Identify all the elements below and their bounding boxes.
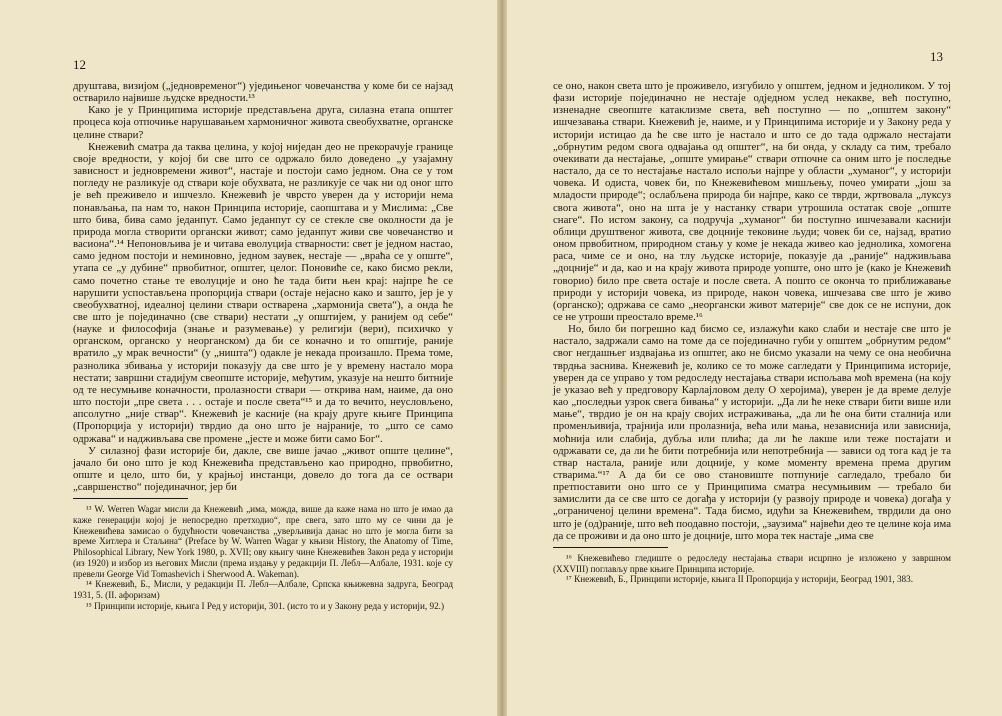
page-body	[553, 80, 951, 585]
right-page	[507, 0, 1002, 716]
paragraph: Кнежевић сматра да таква целина, у којој ниједан део не прекорачује границе своје вредности, у којој би све што се одржало било доведено „у узајамну зависност и једновремени живот“, настаје и постоји само једном. Она се у том погледу не разликује од ствари које обухвата, не разликује се чак ни од оног што је већ преживело и ишчезло. Кнежевић је чврсто уверен да у историји нема понављања, па нам то, након Принципа историје, саопштава и у Мислима: „Све што бива, бива само једанпут. Само једанпут су се стекле све околности да је природа могла створити органски живот; само једанпут живи све човечанство и васиона“.¹⁴ Непоновљива је и читава еволуција стварности: свет је једном настао, само једном постоји и неминовно, једном заувек, нестаје — „враћа се у опште“, утапа се „у дубине“ првобитног, општег, целог. Поновиће се, како бисмо рекли, само почетно стање те еволуције и оно ће тада бити њен крај: најпре ће се нарушити успостављена пропорција ствари (остаје нејасно како и зашто, јер је у свеобухватној, идеалној целини ствари остварена „хармонија света“), а онда ће све што је појединачно (све ствари) нестати „у општијем, у ранијем од себе“ (науке и философија (знање и разумевање) у религији (вери), психичко у органском, органско у неорганском) да би се коначно и то општије, раније вратило „у мрак вечности“ (у „ништа“) одакле је некада произашло. Према томе, разноликa збивања у историји показују да све што је у времену настало мора нестати; завршни стадијум свеопште историје, међутим, указује на нешто битније од те несумњиве коначности, пролазности ствари — открива нам, наиме, да оно што постоји „пре света . . . остаје и после света“¹⁵ и да то вечито, неусловљено, апсолутно „није ствар“. Кнежевић је касније (на крају друге књиге Принципа (Пропорција у историји) тврдио да оно што је најраније, то „што се само одржава“ и надживљава све промене „јесте и може бити само Бог“.	[73, 140, 453, 445]
left-page	[0, 0, 497, 716]
footnote: ¹³ W. Werren Wagar мисли да Кнежевић „има, можда, више да каже нама но што је имао да каже генерацији којој је непосредно претходио“, пре свега, зато што му се чини да је Кнежевићева замисао о будућности човечанства „уверљивија данас но што је могла бити за време Хитлера и Стаљина“ (Preface by W. Warren Wagar у књизи History, the Anatomy of Time, Philosophical Library, New York 1980, p. XVII; ову књигу чине Кнежевићев Закон реда у историји (из 1920) и избор из његових Мисли (према издању у редакцији П. Лебл—Албале, 1931. које су превели George Vid Tomashevich i Sherwood A. Wakeman).	[73, 504, 453, 579]
page-number: 13	[930, 49, 943, 64]
footnotes	[553, 553, 951, 585]
footnote-rule	[73, 498, 188, 499]
page-body	[73, 80, 453, 611]
footnote-rule	[553, 547, 668, 548]
paragraph: Како је у Принципима историје представљена друга, силазна етапа општег процеса која отпочиње нарушавањем хармоничног живота свеобухватне, органске целине ствари?	[73, 104, 453, 141]
footnote: ¹⁶ Кнежевићево гледиште о редоследу нестајања ствари исцрпно је изложено у завршном (XXVIII) поглављу прве књиге Принципа историје.	[553, 552, 951, 574]
paragraph: У силазној фази историје би, дакле, све више јачао „живот опште целине“, јачало би оно што је код Кнежевића представљено као природно, првобитно, опште и цело, што би, у крајњој инстанци, довело до тога да се оствари „савршенство“ појединачног, јер би	[73, 444, 453, 494]
footnotes	[73, 504, 453, 611]
paragraph: Но, било би погрешно кад бисмо се, излажући како слаби и нестаје све што је настало, задржали само на томе да се појединачно губи у општем „обрнутим редом“ свог негдашњег издвајања из општег, ако не бисмо указали на чему се она необична тврдња заснива. Кнежевић је, колико се то може сагледати у Принципима историје, уверен да се управо у том редоследу нестајања ствари испољава моћ времена (на коју је указао већ у предговору Карлајловом делу О херојима), уверен је да време делује као „последњи узрок свега бивања“ у историји. „Да ли ће неке ствари бити више или мање“, тврдио је он на крају својих истраживања, „да ли ће она бити сталнија или променљивија, трајнија или пролазнија, већа или мања, независнија или зависнија, моћнија или слабија, дубља или плића; да ли ће лакше или теже постајати и одржавати се, да ли ће бити потребнија или непотребнија — зависи од тога кад је та ствар настала, раније или доцније, у коме моменту времена према другим стварима.“¹⁷ А да би се ово становиште потпуније сагледало, требало би претпоставити оно што се у Принципима сматра несумњивим — требало би замислити да се све што се догађа у историји (у развоју природе и човека) догађа у „ограниченој целини времена“. Тада бисмо, идући за Кнежевићем, тврдили да оно што је (од)раније, што већ поодавно постоји, „заузима“ највећи део те целине која има да се проживи и да оно што је доцније, што мора тек настаје „има све	[553, 323, 951, 542]
page-number: 12	[73, 57, 86, 72]
paragraph: друштава, визијом („једновременог“) уједињеног човечанства у коме би се најзад остварило највише људске вредности.¹³	[73, 80, 453, 105]
book-gutter	[497, 0, 507, 716]
paragraph: се оно, након света што је проживело, изгубило у општем, једном и једноликом. У тој фази историје појединачно не нестаје одједном услед некакве, већ поступно, изненадне свеопште катаклизме света, већ поступно — по „општем закону“ ишчезавања ствари. Кнежевић је, наиме, и у Принципима историје и у Закону реда у историји истицао да ће све што је настало и што се до тада одржало нестајати „обрнутим редом свога одвајања од општег“, на би онда, у складу са тим, требало очекивати да нестајање, „опште умирање“ ствари отпочне са оним што је последње настало, да се то нестајање настало испољи најпре у области „хуманог“, у историји човека. И одиста, човек би, по Кнежевићевом мишљењу, почео умирати „још за младости природе“; ослабљена природа би најпре, како се тврди, жртвовала „луксуз свога живота“, оно на шта је у настанку ствари утрошила остатак своје „опште снаге“. По истом закону, са подручја „хуманог“ би поступно ишчезавали каснији облици друштвеног живота, све доцније тековине људи; човек би се, најзад, вратио оном првобитном, природном стању у коме је некада живео као једнолика, хомогена раса, чиме се и оно, на тлу људске историје, показује да „раније“ надживљава „доцније“ и да, као и на крају живота природе уопште, оно што је (како је Кнежевић говорио) било пре света остаје и после света. А пошто се оконча то приближавање природи у историји човека, из природе, након човека, ишчезава све што је живо (органско); одржава се само „неоргански живот материје“ све док се не испуни, док се не утроши преостало време.¹⁶	[553, 80, 951, 323]
footnote: ¹⁷ Кнежевић, Б., Принципи историје, књига II Пропорција у историји, Београд 1901, 383.	[565, 574, 914, 585]
footnote: ¹⁵ Принципи историје, књига I Ред у историји, 301. (исто то и у Закону реда у историји, 92.)	[85, 600, 445, 611]
footnote: ¹⁴ Кнежевић, Б., Мисли, у редакцији П. Лебл—Албале, Српска књижевна задруга, Београд 1931, 5. (II. афоризам)	[73, 579, 453, 600]
